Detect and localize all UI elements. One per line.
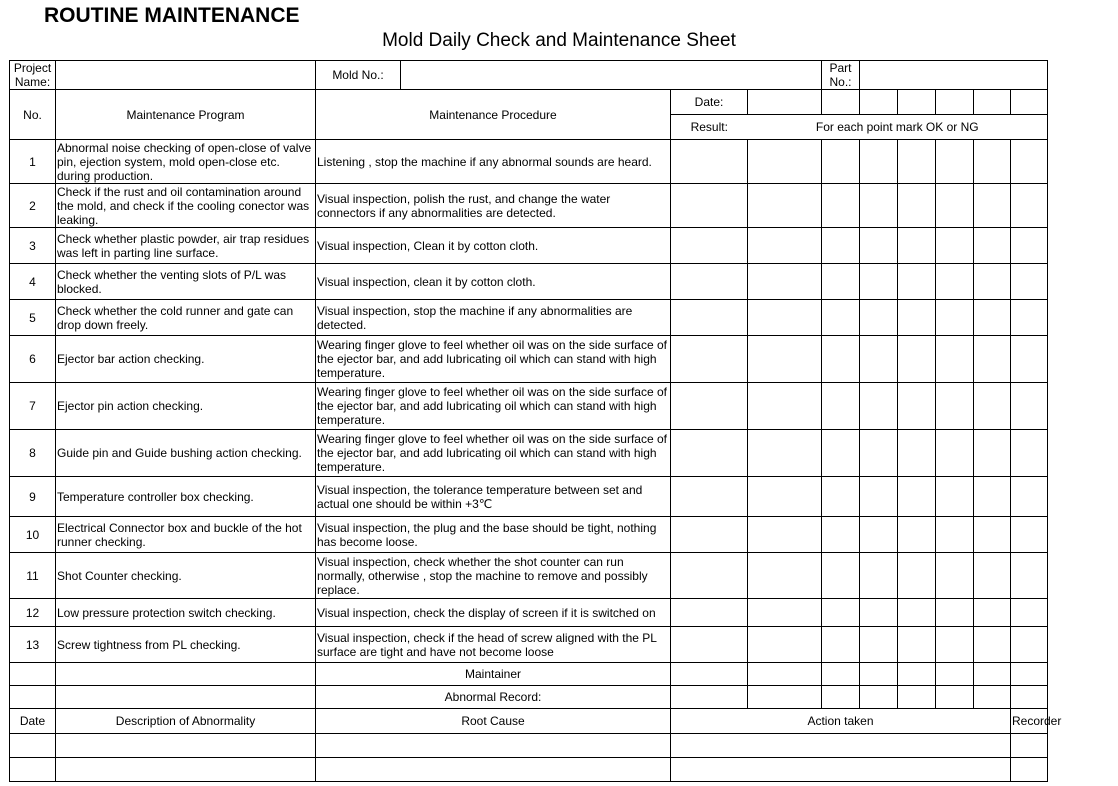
empty-cell <box>56 686 316 709</box>
check-cell[interactable] <box>1011 184 1048 228</box>
row-program: Temperature controller box checking. <box>56 477 316 517</box>
check-cell[interactable] <box>822 430 860 477</box>
empty-cell <box>10 686 56 709</box>
check-cell[interactable] <box>748 300 822 336</box>
check-cell[interactable] <box>936 184 974 228</box>
row-procedure: Visual inspection, the plug and the base should be tight, nothing has become loose. <box>316 517 671 553</box>
maintainer-cell[interactable] <box>936 663 974 686</box>
check-cell[interactable] <box>671 184 748 228</box>
root-cause-header: Root Cause <box>316 709 671 734</box>
project-name-label: Project Name: <box>10 61 56 90</box>
abnormal-header-row <box>10 709 1048 734</box>
check-cell[interactable] <box>822 553 860 599</box>
check-cell[interactable] <box>671 264 748 300</box>
check-cell[interactable] <box>671 553 748 599</box>
check-cell[interactable] <box>974 599 1011 627</box>
action-taken-cell[interactable] <box>671 734 1011 758</box>
empty-cell <box>10 663 56 686</box>
row-no: 12 <box>10 599 56 627</box>
check-cell[interactable] <box>974 383 1011 430</box>
abnormal-record-label: Abnormal Record: <box>316 686 671 709</box>
date-cell[interactable] <box>974 90 1011 115</box>
row-program: Ejector bar action checking. <box>56 336 316 383</box>
root-cause-cell[interactable] <box>316 758 671 782</box>
check-cell[interactable] <box>974 264 1011 300</box>
table-row <box>10 228 1048 264</box>
check-cell[interactable] <box>860 264 898 300</box>
maintainer-cell[interactable] <box>1011 663 1048 686</box>
date-label-text: Date: <box>694 95 724 109</box>
table-row <box>10 430 1048 477</box>
part-no-label: Part No.: <box>822 61 860 90</box>
row-no: 11 <box>10 553 56 599</box>
check-cell[interactable] <box>898 553 936 599</box>
row-program: Check whether the cold runner and gate can drop down freely. <box>56 300 316 336</box>
row-procedure: Visual inspection, clean it by cotton cloth. <box>316 264 671 300</box>
row-program: Guide pin and Guide bushing action checking. <box>56 430 316 477</box>
part-no-field[interactable] <box>860 61 1048 90</box>
maintainer-cell[interactable] <box>822 663 860 686</box>
check-cell[interactable] <box>671 599 748 627</box>
check-cell[interactable] <box>936 264 974 300</box>
maintenance-sheet-table <box>9 60 1062 782</box>
result-note: For each point mark OK or NG <box>748 115 1048 140</box>
check-cell[interactable] <box>898 264 936 300</box>
check-cell[interactable] <box>671 477 748 517</box>
abnormal-entry-row <box>10 734 1048 758</box>
row-program: Check if the rust and oil contamination around the mold, and check if the cooling conector was leaking. <box>56 184 316 228</box>
procedure-header: Maintenance Procedure <box>316 90 671 140</box>
table-row <box>10 517 1048 553</box>
check-cell[interactable] <box>671 517 748 553</box>
check-cell[interactable] <box>974 300 1011 336</box>
check-cell[interactable] <box>822 140 860 184</box>
check-cell[interactable] <box>748 336 822 383</box>
check-cell[interactable] <box>822 184 860 228</box>
date-cell[interactable] <box>1011 90 1048 115</box>
check-cell[interactable] <box>1011 553 1048 599</box>
check-cell[interactable] <box>748 140 822 184</box>
check-cell[interactable] <box>860 184 898 228</box>
check-cell[interactable] <box>898 430 936 477</box>
check-cell[interactable] <box>936 228 974 264</box>
check-cell[interactable] <box>860 627 898 663</box>
check-cell[interactable] <box>936 627 974 663</box>
check-cell[interactable] <box>1011 517 1048 553</box>
check-cell[interactable] <box>936 517 974 553</box>
abnormal-date-header: Date <box>10 709 56 734</box>
row-no: 9 <box>10 477 56 517</box>
check-cell[interactable] <box>822 627 860 663</box>
row-program: Electrical Connector box and buckle of the hot runner checking. <box>56 517 316 553</box>
check-cell[interactable] <box>748 477 822 517</box>
recorder-cell[interactable] <box>1011 734 1048 758</box>
table-row <box>10 140 1048 184</box>
maintainer-cell[interactable] <box>974 663 1011 686</box>
check-cell[interactable] <box>860 336 898 383</box>
date-label <box>671 90 748 115</box>
row-no: 5 <box>10 300 56 336</box>
check-cell[interactable] <box>671 430 748 477</box>
project-name-field[interactable] <box>56 61 316 90</box>
row-no: 4 <box>10 264 56 300</box>
check-cell[interactable] <box>822 228 860 264</box>
action-taken-header: Action taken <box>671 709 1011 734</box>
program-header: Maintenance Program <box>56 90 316 140</box>
check-cell[interactable] <box>974 228 1011 264</box>
row-procedure: Visual inspection, polish the rust, and change the water connectors if any abnormalities are detected. <box>316 184 671 228</box>
abnormal-description-cell[interactable] <box>56 758 316 782</box>
check-cell[interactable] <box>671 383 748 430</box>
check-cell[interactable] <box>860 300 898 336</box>
row-program: Screw tightness from PL checking. <box>56 627 316 663</box>
check-cell[interactable] <box>822 264 860 300</box>
check-cell[interactable] <box>974 553 1011 599</box>
check-cell[interactable] <box>898 477 936 517</box>
check-cell[interactable] <box>860 517 898 553</box>
abnormal-description-header: Description of Abnormality <box>56 709 316 734</box>
check-cell[interactable] <box>1011 627 1048 663</box>
row-no: 10 <box>10 517 56 553</box>
check-cell[interactable] <box>898 599 936 627</box>
abnormal-date-cell[interactable] <box>10 758 56 782</box>
recorder-header: Recorder <box>1011 709 1048 734</box>
check-cell[interactable] <box>671 228 748 264</box>
check-cell[interactable] <box>936 477 974 517</box>
table-row <box>10 627 1048 663</box>
row-no: 1 <box>10 140 56 184</box>
row-procedure: Visual inspection, the tolerance temperature between set and actual one should be within +3℃ <box>316 477 671 517</box>
check-cell[interactable] <box>898 228 936 264</box>
maintainer-cell[interactable] <box>860 663 898 686</box>
check-cell[interactable] <box>860 599 898 627</box>
abnormal-entry-row <box>10 758 1048 782</box>
check-cell[interactable] <box>748 383 822 430</box>
row-program: Ejector pin action checking. <box>56 383 316 430</box>
info-row <box>10 61 1048 90</box>
abnormal-description-cell[interactable] <box>56 734 316 758</box>
row-procedure: Visual inspection, check whether the shot counter can run normally, otherwise , stop the machine to remove and possibly replace. <box>316 553 671 599</box>
row-no: 8 <box>10 430 56 477</box>
abnormal-record-row <box>10 686 1048 709</box>
check-cell[interactable] <box>1011 477 1048 517</box>
check-cell[interactable] <box>671 336 748 383</box>
table-row <box>10 264 1048 300</box>
check-cell[interactable] <box>748 627 822 663</box>
check-cell[interactable] <box>748 228 822 264</box>
row-program: Shot Counter checking. <box>56 553 316 599</box>
check-cell[interactable] <box>1011 430 1048 477</box>
check-cell[interactable] <box>974 517 1011 553</box>
check-cell[interactable] <box>974 430 1011 477</box>
check-cell[interactable] <box>974 184 1011 228</box>
check-cell[interactable] <box>1011 264 1048 300</box>
row-no: 6 <box>10 336 56 383</box>
check-cell[interactable] <box>748 184 822 228</box>
table-row <box>10 300 1048 336</box>
check-cell[interactable] <box>860 430 898 477</box>
maintainer-cell[interactable] <box>748 663 822 686</box>
check-cell[interactable] <box>936 553 974 599</box>
row-program: Check whether plastic powder, air trap residues was left in parting line surface. <box>56 228 316 264</box>
maintainer-cell[interactable] <box>898 663 936 686</box>
date-cell[interactable] <box>898 90 936 115</box>
check-cell[interactable] <box>822 477 860 517</box>
check-cell[interactable] <box>671 300 748 336</box>
check-cell[interactable] <box>822 300 860 336</box>
check-cell[interactable] <box>898 184 936 228</box>
row-program: Low pressure protection switch checking. <box>56 599 316 627</box>
check-cell[interactable] <box>936 383 974 430</box>
check-cell[interactable] <box>974 477 1011 517</box>
row-procedure: Listening , stop the machine if any abnormal sounds are heard. <box>316 140 671 184</box>
table-row <box>10 383 1048 430</box>
check-cell[interactable] <box>974 140 1011 184</box>
check-cell[interactable] <box>1011 599 1048 627</box>
row-procedure: Visual inspection, check if the head of screw aligned with the PL surface are tight and have not become loose <box>316 627 671 663</box>
abnormal-record-cell[interactable] <box>822 686 860 709</box>
check-cell[interactable] <box>822 517 860 553</box>
abnormal-record-cell[interactable] <box>936 686 974 709</box>
check-cell[interactable] <box>898 627 936 663</box>
row-procedure: Wearing finger glove to feel whether oil was on the side surface of the ejector bar, and add lubricating oil which can stand with high temperature. <box>316 430 671 477</box>
table-row <box>10 477 1048 517</box>
check-cell[interactable] <box>936 599 974 627</box>
check-cell[interactable] <box>822 599 860 627</box>
date-cell[interactable] <box>936 90 974 115</box>
row-no: 13 <box>10 627 56 663</box>
check-cell[interactable] <box>671 627 748 663</box>
recorder-cell[interactable] <box>1011 758 1048 782</box>
check-cell[interactable] <box>936 336 974 383</box>
check-cell[interactable] <box>860 140 898 184</box>
row-program: Check whether the venting slots of P/L was blocked. <box>56 264 316 300</box>
check-cell[interactable] <box>748 517 822 553</box>
maintainer-label: Maintainer <box>316 663 671 686</box>
check-cell[interactable] <box>936 430 974 477</box>
row-procedure: Visual inspection, Clean it by cotton cloth. <box>316 228 671 264</box>
abnormal-record-cell[interactable] <box>860 686 898 709</box>
abnormal-record-cell[interactable] <box>898 686 936 709</box>
check-cell[interactable] <box>898 517 936 553</box>
check-cell[interactable] <box>1011 383 1048 430</box>
check-cell[interactable] <box>671 140 748 184</box>
check-cell[interactable] <box>898 300 936 336</box>
check-cell[interactable] <box>822 336 860 383</box>
row-procedure: Visual inspection, check the display of screen if it is switched on <box>316 599 671 627</box>
check-cell[interactable] <box>748 264 822 300</box>
abnormal-date-cell[interactable] <box>10 734 56 758</box>
check-cell[interactable] <box>748 430 822 477</box>
check-cell[interactable] <box>898 140 936 184</box>
row-no: 2 <box>10 184 56 228</box>
row-no: 7 <box>10 383 56 430</box>
maintainer-row <box>10 663 1048 686</box>
check-cell[interactable] <box>898 336 936 383</box>
result-label: Result: <box>671 115 748 140</box>
sheet-subtitle: Mold Daily Check and Maintenance Sheet <box>382 30 736 51</box>
column-header-row <box>10 90 1048 115</box>
row-no: 3 <box>10 228 56 264</box>
date-cell[interactable] <box>748 90 822 115</box>
table-row <box>10 184 1048 228</box>
row-procedure: Wearing finger glove to feel whether oil was on the side surface of the ejector bar, and add lubricating oil which can stand with high temperature. <box>316 383 671 430</box>
row-program: Abnormal noise checking of open-close of valve pin, ejection system, mold open-close etc. during production. <box>56 140 316 184</box>
abnormal-record-cell[interactable] <box>748 686 822 709</box>
mold-no-field[interactable] <box>401 61 822 90</box>
page-title: ROUTINE MAINTENANCE <box>44 4 300 27</box>
date-cell[interactable] <box>860 90 898 115</box>
abnormal-record-cell[interactable] <box>671 686 748 709</box>
check-cell[interactable] <box>822 383 860 430</box>
date-cell[interactable] <box>822 90 860 115</box>
check-cell[interactable] <box>1011 140 1048 184</box>
empty-cell <box>56 663 316 686</box>
check-cell[interactable] <box>748 553 822 599</box>
no-header: No. <box>10 90 56 140</box>
table-row <box>10 599 1048 627</box>
check-cell[interactable] <box>898 383 936 430</box>
check-cell[interactable] <box>936 300 974 336</box>
row-procedure: Visual inspection, stop the machine if any abnormalities are detected. <box>316 300 671 336</box>
check-cell[interactable] <box>974 336 1011 383</box>
check-cell[interactable] <box>1011 336 1048 383</box>
check-cell[interactable] <box>748 599 822 627</box>
check-cell[interactable] <box>860 383 898 430</box>
table-row <box>10 553 1048 599</box>
check-cell[interactable] <box>860 553 898 599</box>
check-cell[interactable] <box>1011 228 1048 264</box>
check-cell[interactable] <box>1011 300 1048 336</box>
abnormal-record-cell[interactable] <box>1011 686 1048 709</box>
table-row <box>10 336 1048 383</box>
row-procedure: Wearing finger glove to feel whether oil was on the side surface of the ejector bar, and add lubricating oil which can stand with high temperature. <box>316 336 671 383</box>
check-cell[interactable] <box>936 140 974 184</box>
maintainer-cell[interactable] <box>671 663 748 686</box>
check-cell[interactable] <box>974 627 1011 663</box>
abnormal-record-cell[interactable] <box>974 686 1011 709</box>
check-cell[interactable] <box>860 228 898 264</box>
mold-no-label: Mold No.: <box>316 61 401 90</box>
check-cell[interactable] <box>860 477 898 517</box>
root-cause-cell[interactable] <box>316 734 671 758</box>
action-taken-cell[interactable] <box>671 758 1011 782</box>
